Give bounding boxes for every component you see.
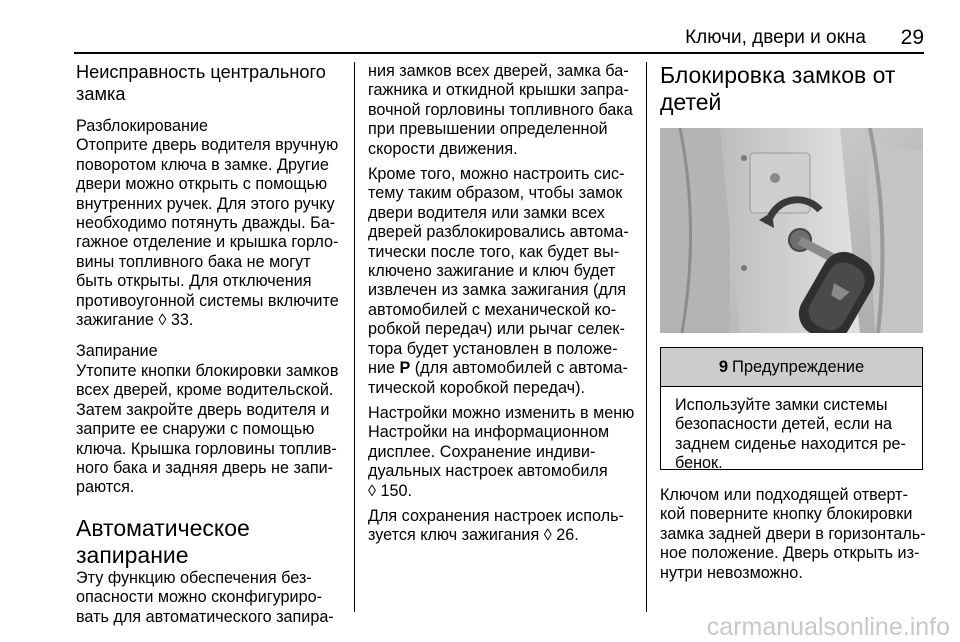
paragraph-settings: Настройки можно изменить в меню Настройки на информационном дисплее. Сохранение индиви- дуальных настроек автомобиля ◊ 150. (368, 403, 635, 500)
warning-box (660, 347, 923, 473)
column-divider-2 (646, 62, 647, 612)
page-header (74, 22, 924, 52)
column-2 (368, 62, 636, 546)
heading-auto-locking: Автоматическое запирание (76, 514, 250, 568)
warning-header (661, 348, 922, 387)
header-rule (74, 52, 924, 54)
column-divider-1 (354, 62, 355, 612)
paragraph-auto-locking-cont: ния замков всех дверей, замка ба- гажника и откидной крышки запра- вочной горловины топливного бака при превышении определенной скорости движения. (368, 62, 633, 158)
paragraph-key-save: Для сохранения настроек исполь- зуется ключ зажигания ◊ 26. (368, 506, 624, 545)
subheading-locking: Запирание (76, 342, 158, 361)
section-title: Ключи, двери и окна (685, 27, 866, 48)
column-3-heading: Блокировка замков от детей (660, 62, 896, 115)
paragraph-auto-unlock: Кроме того, можно настроить сис- тему таким образом, чтобы замок двери водителя или замки всех дверей разблокировались автома- тически после того, как будет вы- ключено зажигание и ключ будет извлечен из замка зажигания (для автомобилей с механической ко- робкой передач) или рычаг селек- тора будет установлен в положе- ние P (для автомобилей с автома- тической коробкой передач). (368, 165, 629, 397)
paragraph-unlocking: Отоприте дверь водителя вручную поворотом ключа в замке. Другие двери можно открыть с помощью внутренних ручек. Для этого ручку необходимо потянуть дважды. Ба- гажное отделение и крышка горло- вины топливного бака не могут быть открыты. Для отключения противоугонной системы включите зажигание ◊ 33. (76, 136, 339, 330)
warning-title: Предупреждение (732, 357, 865, 376)
warning-icon: 9 (718, 357, 728, 376)
child-lock-illustration (660, 128, 923, 333)
child-lock-drawing (660, 128, 923, 333)
paragraph-child-lock: Ключом или подходящей отверт- кой поверните кнопку блокировки замка задней двери в горизонталь- ное положение. Дверь открыть из- нутри невозможно. (660, 486, 926, 582)
paragraph-locking: Утопите кнопки блокировки замков всех дверей, кроме водительской. Затем закройте дверь водителя и заприте ее снаружи с помощью ключа. Крышка горловины топлив- ного бака и задняя дверь не запи- раются. (76, 361, 339, 497)
paragraph-auto-locking: Эту функцию обеспечения без- опасности можно сконфигуриро- вать для автоматического запира- (76, 568, 334, 626)
watermark: carmanualsonline.info (706, 613, 950, 641)
page-number: 29 (900, 26, 924, 49)
subheading-unlocking: Разблокирование (76, 117, 209, 135)
column-1 (76, 62, 354, 627)
heading-central-lock-failure: Неисправность центрального замка (76, 62, 326, 104)
warning-text: Используйте замки системы безопасности детей, если на заднем сиденье находится ре- бенок. (675, 396, 906, 473)
gear-position-p: P (399, 359, 411, 378)
